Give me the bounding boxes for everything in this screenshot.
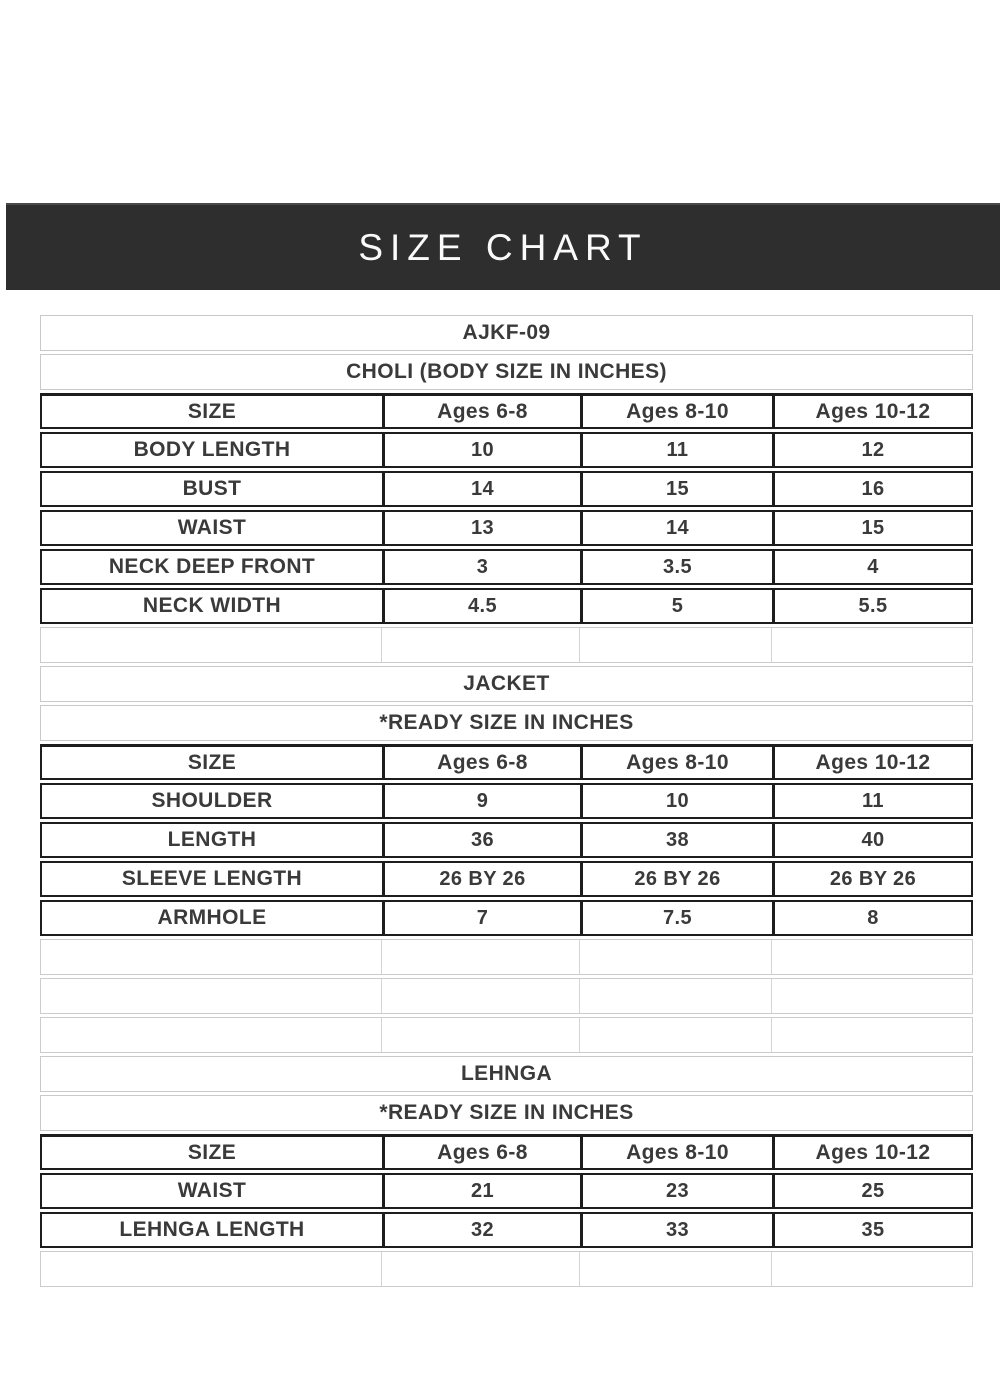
column-header-ages-6-8-label: Ages 6-8 [437, 1140, 528, 1164]
row-label: WAIST [177, 516, 247, 539]
row-label-cell [42, 1175, 382, 1207]
value: 10 [665, 789, 690, 812]
row-label: SHOULDER [151, 789, 273, 812]
value-cell [580, 785, 772, 817]
table-row-waist [40, 510, 973, 546]
row-label: NECK DEEP FRONT [108, 555, 316, 578]
column-header-ages-10-12 [772, 747, 971, 778]
value: 12 [861, 438, 885, 461]
value: 15 [665, 477, 690, 500]
value-cell [772, 863, 971, 895]
value-cell [772, 434, 971, 466]
product-code: AJKF-09 [462, 321, 551, 344]
value: 15 [861, 516, 885, 539]
value: 5.5 [858, 594, 888, 617]
column-header-size-label: SIZE [187, 399, 237, 423]
row-label-cell [42, 863, 382, 895]
empty-row [40, 1017, 973, 1053]
table-row-neck-width [40, 588, 973, 624]
column-header-size-label: SIZE [187, 1140, 237, 1164]
value: 26 BY 26 [439, 867, 526, 890]
jacket-header-row [40, 744, 973, 780]
value-cell [772, 473, 971, 505]
column-header-ages-10-12 [772, 396, 971, 427]
value-cell [580, 863, 772, 895]
table-row-length [40, 822, 973, 858]
value: 10 [470, 438, 495, 461]
size-chart-banner [6, 203, 1000, 290]
column-header-size [42, 1137, 382, 1168]
value-cell [382, 863, 580, 895]
value-cell [580, 434, 772, 466]
value-cell [580, 512, 772, 544]
value: 21 [470, 1179, 495, 1202]
empty-row [40, 1251, 973, 1287]
row-label-cell [42, 551, 382, 583]
value-cell [382, 1214, 580, 1246]
value-cell [772, 1175, 971, 1207]
value-cell [580, 590, 772, 622]
value: 38 [665, 828, 690, 851]
jacket-section-title-row [40, 666, 973, 702]
lehnga-section-title: LEHNGA [460, 1062, 553, 1085]
value-cell [772, 1214, 971, 1246]
value-cell [382, 512, 580, 544]
table-row-neck-deep-front [40, 549, 973, 585]
value: 16 [861, 477, 885, 500]
value: 26 BY 26 [634, 867, 721, 890]
column-header-ages-10-12-label: Ages 10-12 [815, 1140, 931, 1164]
jacket-section-subtitle: *READY SIZE IN INCHES [379, 711, 634, 734]
column-header-ages-6-8 [382, 1137, 580, 1168]
row-label-cell [42, 434, 382, 466]
value: 11 [862, 789, 884, 812]
value: 40 [861, 828, 885, 851]
value-cell [382, 1175, 580, 1207]
value-cell [382, 785, 580, 817]
value: 36 [470, 828, 495, 851]
row-label-cell [42, 590, 382, 622]
row-label-cell [42, 1214, 382, 1246]
value: 8 [867, 906, 879, 929]
jacket-section-title: JACKET [463, 672, 550, 695]
value: 25 [861, 1179, 885, 1202]
value: 23 [665, 1179, 690, 1202]
value-cell [382, 590, 580, 622]
column-header-ages-10-12-label: Ages 10-12 [815, 399, 931, 423]
table-row-sleeve-length [40, 861, 973, 897]
value: 33 [665, 1218, 690, 1241]
value: 7.5 [662, 906, 692, 929]
lehnga-section-title-row [40, 1056, 973, 1092]
table-row-shoulder [40, 783, 973, 819]
value: 13 [470, 516, 495, 539]
size-chart-sheet [40, 315, 973, 1290]
value-cell [580, 1175, 772, 1207]
value: 3.5 [662, 555, 692, 578]
jacket-section-subtitle-row [40, 705, 973, 741]
column-header-ages-8-10 [580, 747, 772, 778]
value: 11 [666, 438, 689, 461]
column-header-ages-6-8 [382, 396, 580, 427]
column-header-ages-6-8-label: Ages 6-8 [437, 750, 528, 774]
row-label: SLEEVE LENGTH [121, 867, 303, 890]
table-row-lehnga-length [40, 1212, 973, 1248]
column-header-ages-10-12-label: Ages 10-12 [815, 750, 931, 774]
empty-row [40, 939, 973, 975]
value-cell [382, 551, 580, 583]
value-cell [382, 434, 580, 466]
value-cell [382, 473, 580, 505]
column-header-ages-6-8-label: Ages 6-8 [437, 399, 528, 423]
lehnga-header-row [40, 1134, 973, 1170]
table-row-lehnga-waist [40, 1173, 973, 1209]
value: 7 [476, 906, 489, 929]
lehnga-section-subtitle-row [40, 1095, 973, 1131]
value: 9 [476, 789, 489, 812]
value-cell [580, 551, 772, 583]
value: 32 [470, 1218, 495, 1241]
value: 14 [665, 516, 690, 539]
column-header-size-label: SIZE [187, 750, 237, 774]
value-cell [580, 1214, 772, 1246]
value-cell [772, 785, 971, 817]
row-label: BODY LENGTH [133, 438, 291, 461]
column-header-ages-8-10-label: Ages 8-10 [626, 750, 729, 774]
table-row-bust [40, 471, 973, 507]
lehnga-section-subtitle: *READY SIZE IN INCHES [379, 1101, 634, 1124]
choli-section-title: CHOLI (BODY SIZE IN INCHES) [346, 360, 667, 383]
value-cell [772, 512, 971, 544]
column-header-ages-10-12 [772, 1137, 971, 1168]
empty-row [40, 627, 973, 663]
column-header-ages-8-10-label: Ages 8-10 [626, 1140, 729, 1164]
column-header-ages-8-10-label: Ages 8-10 [626, 399, 729, 423]
value-cell [580, 824, 772, 856]
column-header-ages-8-10 [580, 1137, 772, 1168]
value: 5 [671, 594, 684, 617]
column-header-size [42, 747, 382, 778]
row-label-cell [42, 902, 382, 934]
value: 3 [476, 555, 489, 578]
choli-section-title-row [40, 354, 973, 390]
row-label: LEHNGA LENGTH [119, 1218, 305, 1241]
column-header-size [42, 396, 382, 427]
row-label: LENGTH [167, 828, 257, 851]
value-cell [382, 902, 580, 934]
row-label-cell [42, 785, 382, 817]
empty-row [40, 978, 973, 1014]
table-row-body-length [40, 432, 973, 468]
row-label-cell [42, 512, 382, 544]
value-cell [772, 551, 971, 583]
banner-title: SIZE CHART [358, 226, 648, 268]
column-header-ages-6-8 [382, 747, 580, 778]
product-code-row [40, 315, 973, 351]
value: 14 [470, 477, 495, 500]
row-label: WAIST [177, 1179, 247, 1202]
value-cell [382, 824, 580, 856]
value-cell [772, 590, 971, 622]
value: 4.5 [467, 594, 497, 617]
value: 4 [867, 555, 879, 578]
row-label: NECK WIDTH [142, 594, 282, 617]
value: 26 BY 26 [829, 867, 917, 890]
column-header-ages-8-10 [580, 396, 772, 427]
value-cell [580, 902, 772, 934]
row-label-cell [42, 824, 382, 856]
value-cell [772, 902, 971, 934]
table-row-armhole [40, 900, 973, 936]
value-cell [580, 473, 772, 505]
choli-header-row [40, 393, 973, 429]
value: 35 [861, 1218, 885, 1241]
row-label: ARMHOLE [157, 906, 267, 929]
value-cell [772, 824, 971, 856]
row-label-cell [42, 473, 382, 505]
row-label: BUST [182, 477, 242, 500]
